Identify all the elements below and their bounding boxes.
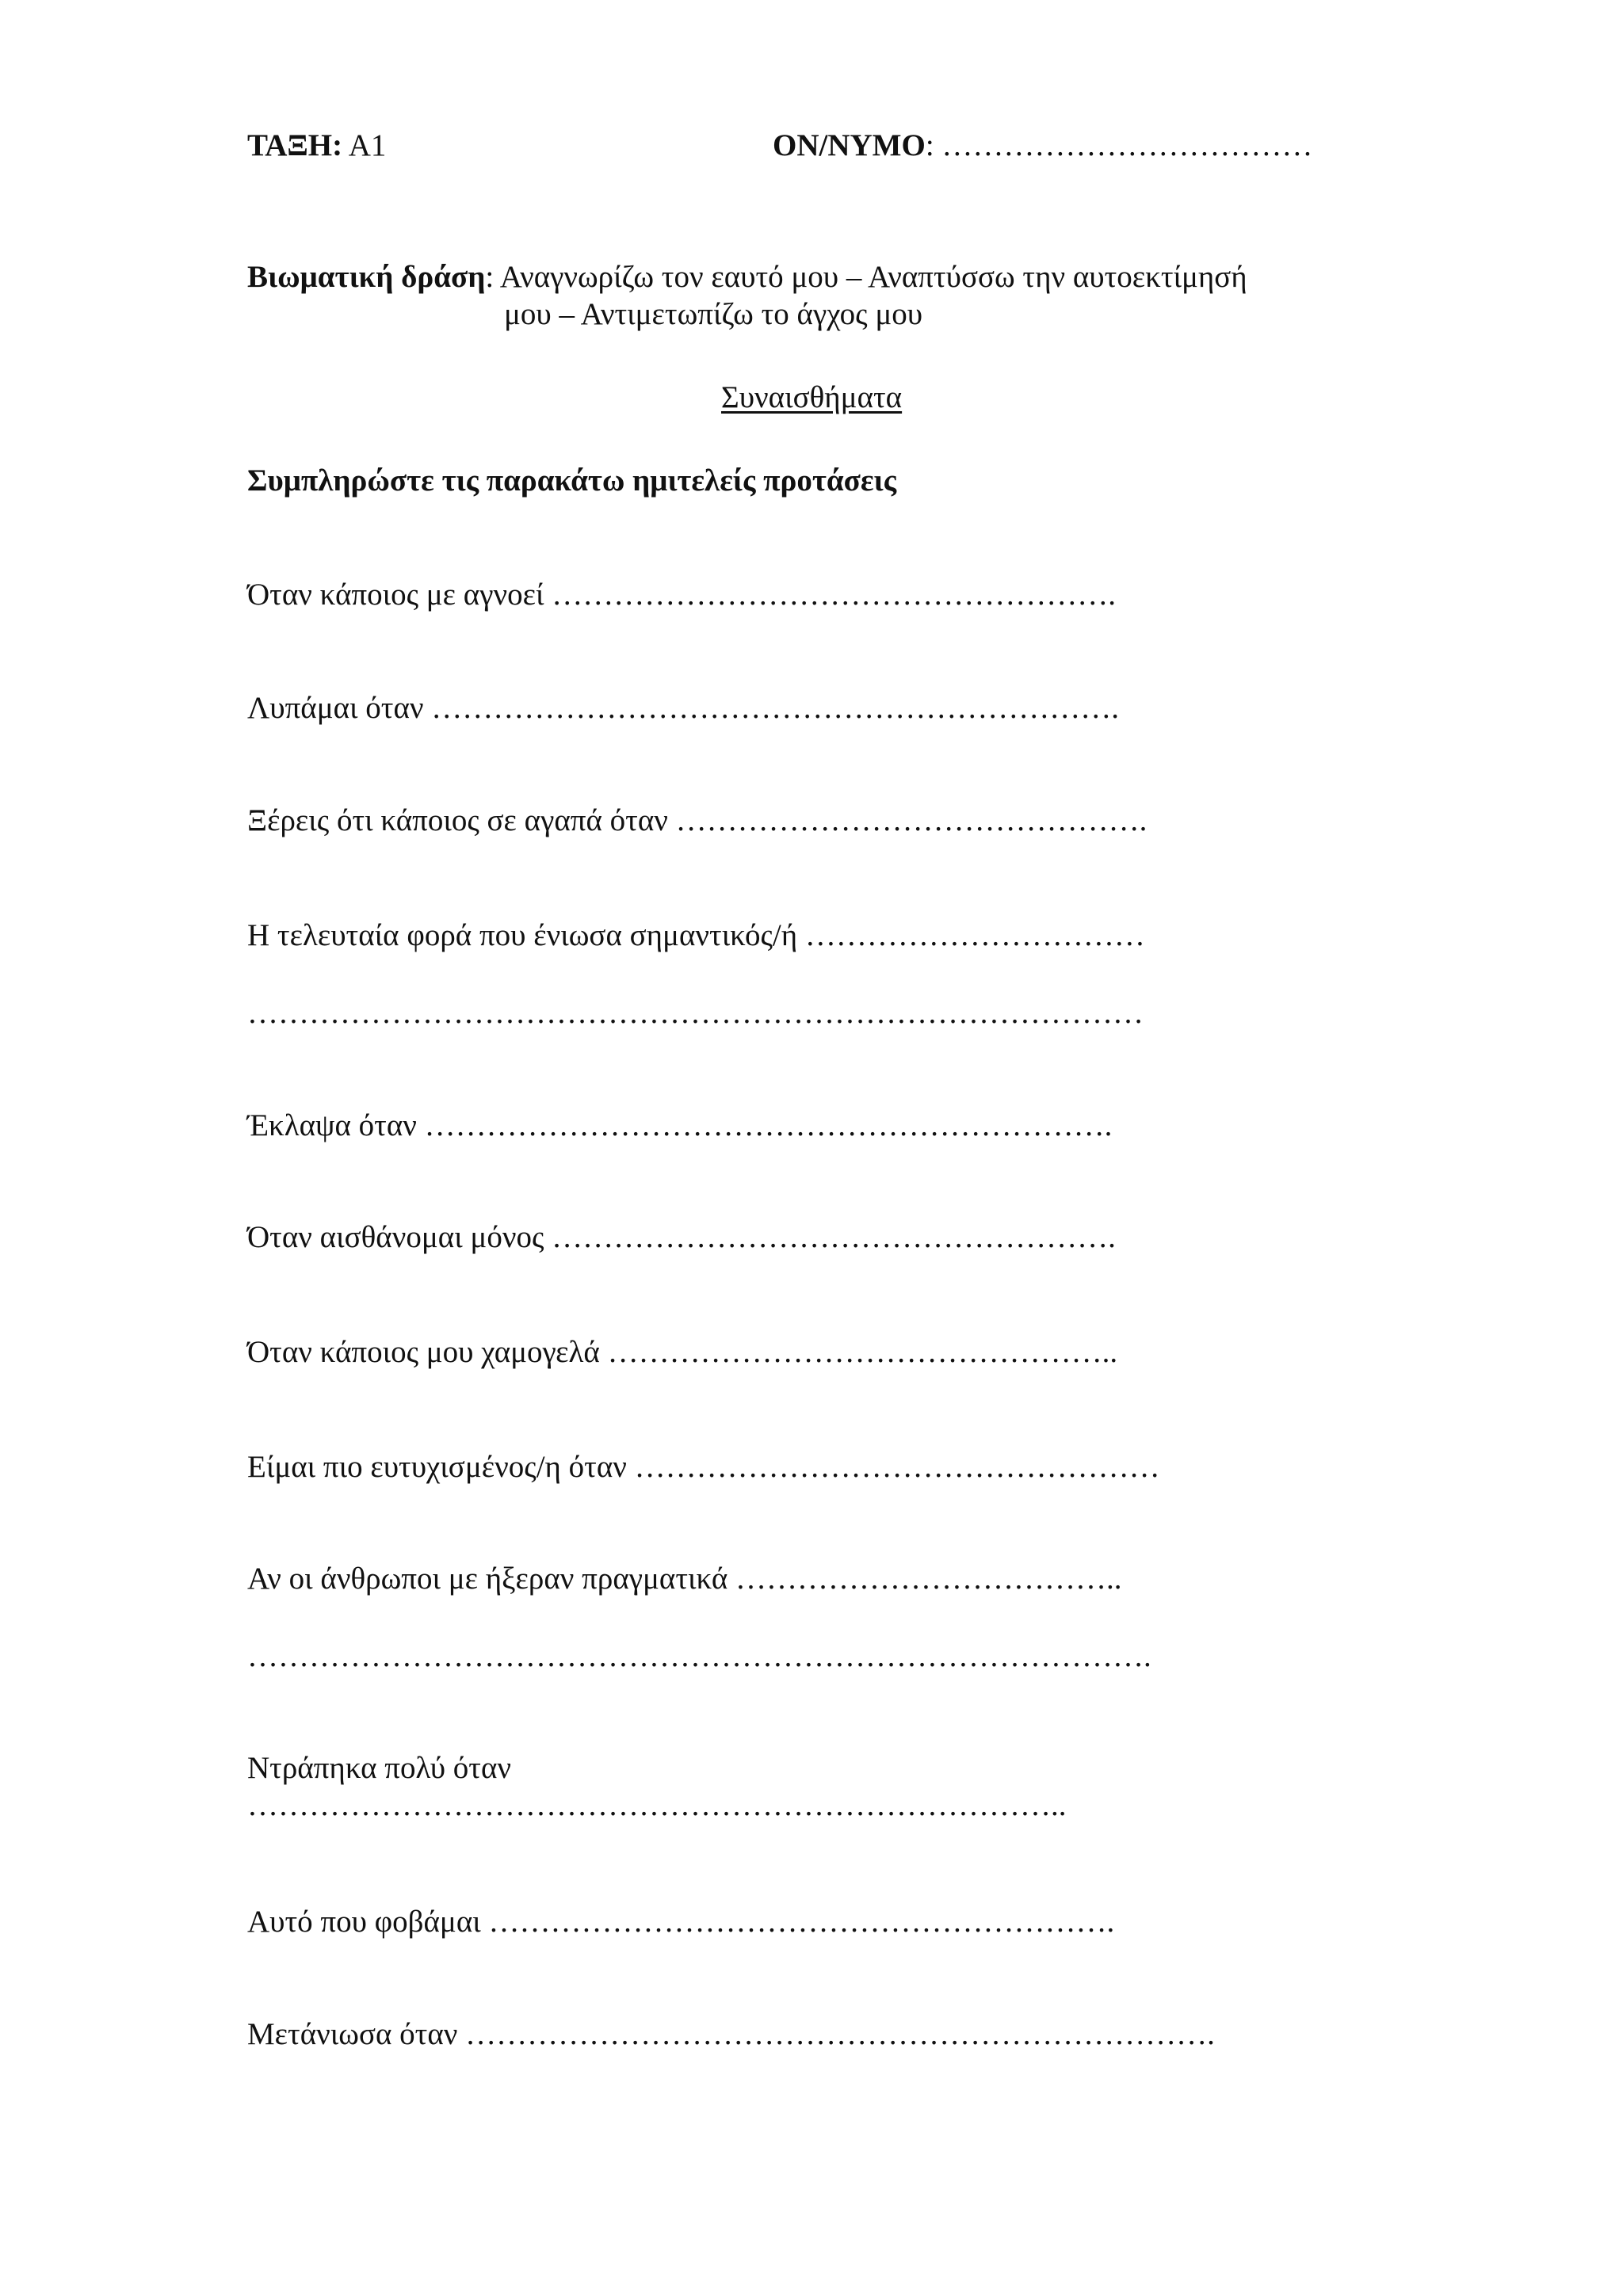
activity-title [247,258,1247,296]
sentence-line: ……………………………………………………………………………. [247,1639,1151,1673]
class-value: Α1 [342,128,387,162]
sentence-line: Όταν κάποιος μου χαμογελά ………………………………………….. [247,1335,1118,1369]
activity-label: Βιωματική δράση [247,260,486,294]
instruction-heading: Συμπληρώστε τις παρακάτω ημιτελείς προτάσεις [247,463,897,498]
sentence-line: Αν οι άνθρωποι με ήξεραν πραγματικά ……………………………….. [247,1562,1122,1596]
class-field [247,127,386,165]
sentence-line: Λυπάμαι όταν …………………………………………………………. [247,691,1120,725]
sentence-line: Η τελευταία φορά που ένιωσα σημαντικός/ή …………………………… [247,918,1145,952]
sentence-line: Έκλαψα όταν …………………………………………………………. [247,1108,1113,1142]
name-blank: : ……………………………… [925,128,1313,162]
sentence-line: Μετάνιωσα όταν ………………………………………………………………. [247,2017,1215,2051]
class-label: ΤΑΞΗ: [247,128,343,162]
name-label: ΟΝ/ΝΥΜΟ [773,128,926,162]
activity-text-line2: μου – Αντιμετωπίζω το άγχος μου [504,297,923,331]
sentence-line: Ντράπηκα πολύ όταν [247,1751,512,1785]
name-field [773,127,1312,165]
sentence-line: Όταν κάποιος με αγνοεί ………………………………………………. [247,578,1116,612]
sentence-line: Είμαι πιο ευτυχισμένος/η όταν …………………………………………… [247,1450,1160,1484]
activity-text-line1: : Αναγνωρίζω τον εαυτό μου – Αναπτύσσω την αυτοεκτίμησή [485,260,1247,294]
sentence-line: Αυτό που φοβάμαι ……………………………………………………. [247,1905,1115,1939]
sentence-line: Όταν αισθάνομαι μόνος ………………………………………………. [247,1220,1116,1254]
sentence-line: …………………………………………………………………………… [247,996,1144,1030]
section-title: Συναισθήματα [721,380,903,414]
sentence-line: Ξέρεις ότι κάποιος σε αγαπά όταν ………………………………………. [247,803,1148,837]
sentence-line: …………………………………………………………………….. [247,1788,1067,1822]
